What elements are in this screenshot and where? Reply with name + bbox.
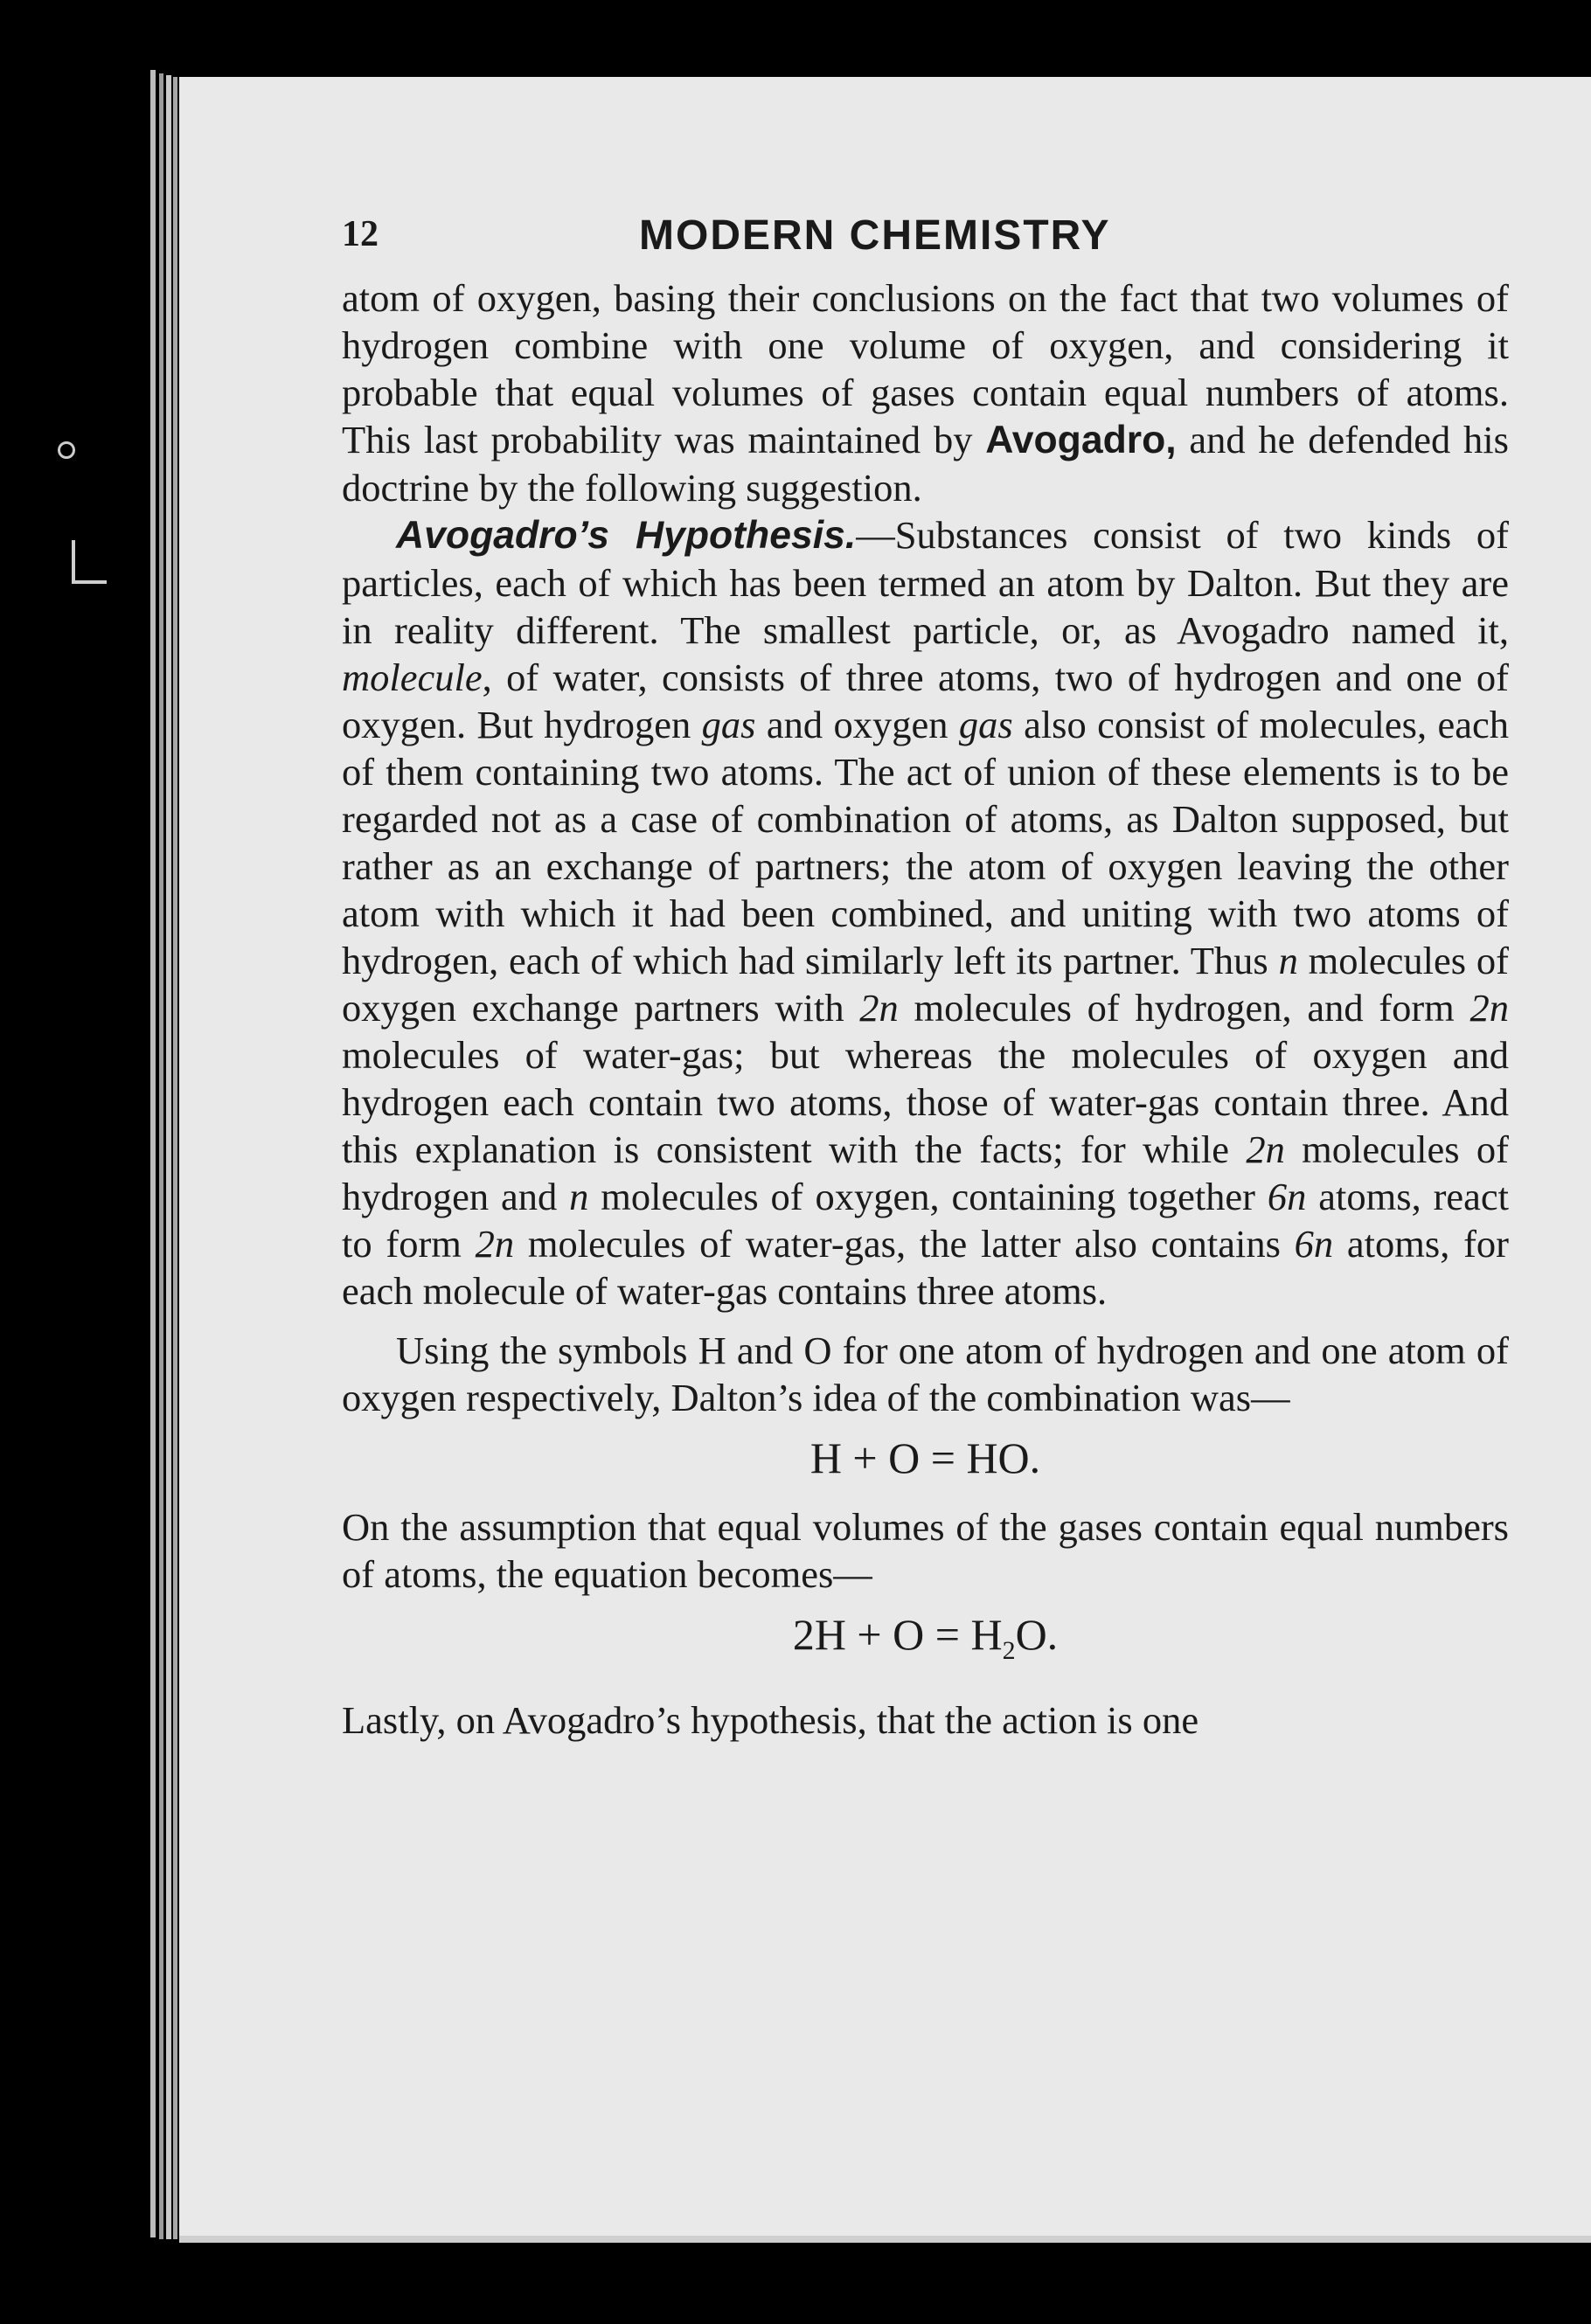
text-run: molecules of hydrogen, and form	[898, 986, 1470, 1030]
italic-variable: 2n	[859, 986, 899, 1030]
paragraph-1	[342, 274, 1509, 511]
text-run: molecules of water-gas, the latter also contains	[514, 1222, 1295, 1266]
italic-term: gas	[701, 703, 756, 746]
page-number: 12	[342, 214, 379, 254]
page-edge	[173, 77, 177, 2239]
page-edge	[150, 70, 156, 2237]
book-page	[179, 77, 1591, 2243]
bold-name-avogadro: Avogadro,	[985, 419, 1177, 461]
text-run: and he defended his doctrine by the following suggestion.	[342, 418, 1509, 510]
text-run: molecules of water-gas; but whereas the molecules of oxygen and hydrogen each contain two atoms, those of water-gas contain three. And this explanation is consistent with the facts; for while	[342, 1033, 1509, 1171]
italic-variable: 2n	[1469, 986, 1509, 1030]
paragraph-3	[342, 1327, 1509, 1421]
section-lead-in: Avogadro’s Hypothesis.	[396, 514, 857, 557]
paragraph-4	[342, 1503, 1509, 1598]
text-run: also consist of molecules, each of them containing two atoms. The act of union of these elements is to be regarded not as a case of combination of atoms, as Dalton supposed, but rather as an exchange of partners; the atom of oxygen leaving the other atom with which it had been combined, and uniting with two atoms of hydrogen, each of which had similarly left its partner. Thus	[342, 703, 1509, 982]
scan-artifact	[58, 441, 75, 459]
italic-variable: 2n	[1246, 1127, 1285, 1171]
text-run: , of water, consists of three atoms, two of hydrogen and one of oxygen. But hydrogen	[342, 656, 1509, 746]
italic-term: molecule	[342, 656, 483, 699]
running-head: MODERN CHEMISTRY	[639, 212, 1111, 259]
italic-variable: 6n	[1294, 1222, 1334, 1266]
text-run: On the assumption that equal volumes of the gases contain equal numbers of atoms, the equation becomes—	[342, 1505, 1509, 1596]
text-run: Using the symbols H and O for one atom of hydrogen and one atom of oxygen respectively, Dalton’s idea of the combination was—	[342, 1328, 1509, 1419]
paragraph-2	[342, 511, 1509, 1315]
text-run: atoms, for each molecule of water-gas contains three atoms.	[342, 1222, 1509, 1313]
text-run: atoms, react to form	[342, 1175, 1510, 1266]
equation-part: O.	[1015, 1610, 1059, 1659]
italic-variable: n	[569, 1175, 589, 1218]
text-run: molecules of oxygen exchange partners with	[342, 939, 1510, 1030]
italic-variable: 2n	[475, 1222, 515, 1266]
page-header	[342, 206, 1509, 267]
equation-part: 2H + O = H	[792, 1610, 1003, 1659]
text-run: atom of oxygen, basing their conclusions on the fact that two volumes of hydrogen combine with one volume of oxygen, and considering it probable that equal volumes of gases contain equal numbers of atoms. This last probability was maintained by	[342, 276, 1509, 461]
equation-dalton: H + O = HO.	[809, 1433, 1041, 1482]
page-edge	[166, 75, 171, 2239]
italic-term: gas	[958, 703, 1013, 746]
text-run: Lastly, on Avogadro’s hypothesis, that the action is one	[342, 1698, 1199, 1742]
scan-artifact	[72, 540, 107, 584]
italic-variable: 6n	[1267, 1175, 1307, 1218]
subscript: 2	[1002, 1636, 1016, 1665]
text-run: —Substances consist of two kinds of particles, each of which has been termed an atom by Dalton. But they are in reality different. The smallest particle, or, as Avogadro named it,	[342, 513, 1510, 652]
page-edge	[159, 73, 163, 2239]
equation-equal-volumes	[342, 1608, 1509, 1677]
text-run: molecules of hydrogen and	[342, 1127, 1509, 1218]
italic-variable: n	[1278, 939, 1298, 982]
page-content	[342, 206, 1509, 1744]
text-run: and oxygen	[755, 703, 959, 746]
text-run: molecules of oxygen, containing together	[588, 1175, 1268, 1218]
paragraph-5	[342, 1696, 1509, 1744]
